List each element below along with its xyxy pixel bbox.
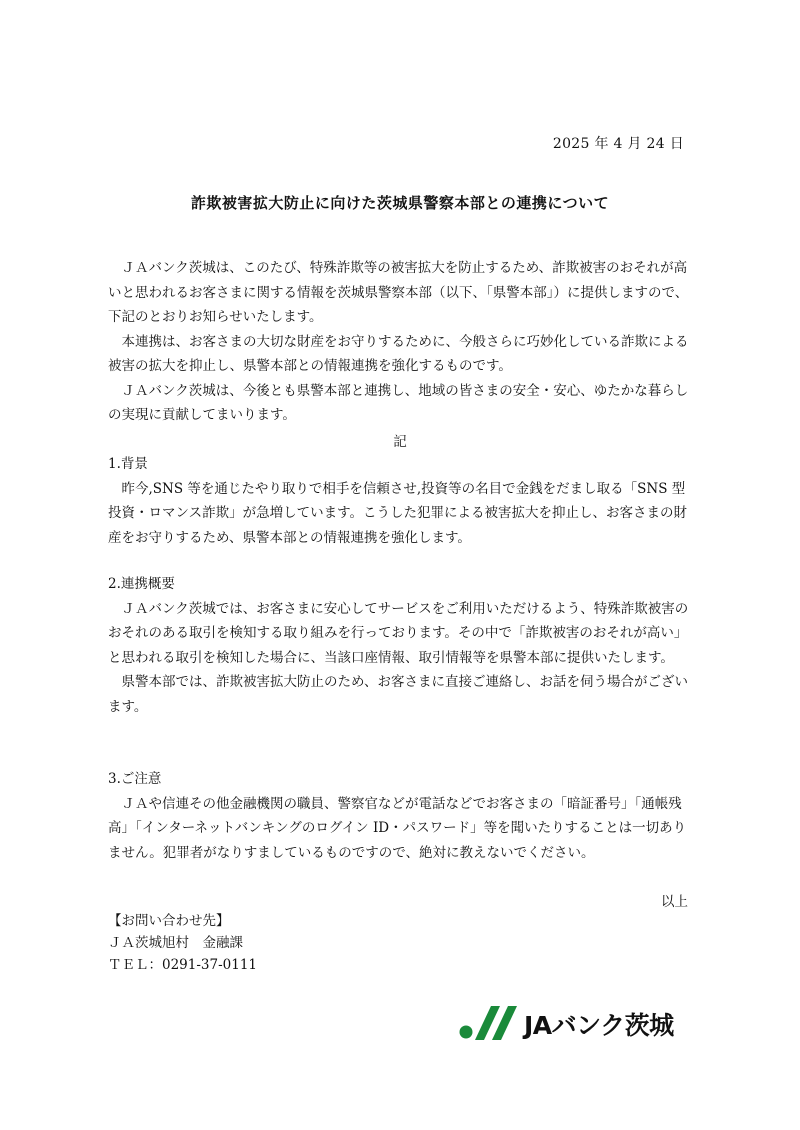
section-heading: 2.連携概要 xyxy=(108,576,175,592)
ja-logo-icon xyxy=(458,1002,520,1046)
section-paragraph: ＪＡバンク茨城では、お客さまに安心してサービスをご利用いただけるよう、特殊詐欺被害のおそれのある取引を検知する取り組みを行っております。その中で「詐欺被害のおそれが高い」と思われる取引を検知した場合に、当該口座情報、取引情報等を県警本部に提供いたします。 xyxy=(108,600,689,666)
section-heading: 3.ご注意 xyxy=(108,771,162,787)
intro-paragraph: 本連携は、お客さまの大切な財産をお守りするために、今般さらに巧妙化している詐欺による被害の拡大を抑止し、県警本部との情報連携を強化するものです。 xyxy=(108,333,689,374)
section-caution xyxy=(108,767,692,865)
ki-heading: 記 xyxy=(393,434,407,450)
section-overview xyxy=(108,572,692,719)
intro-paragraph: ＪＡバンク茨城は、今後とも県警本部と連携し、地域の皆さまの安全・安心、ゆたかな暮らしの実現に貢献してまいります。 xyxy=(108,382,689,423)
intro-paragraph: ＪＡバンク茨城は、このたび、特殊詐欺等の被害拡大を防止するため、詐欺被害のおそれが高いと思われるお客さまに関する情報を茨城県警察本部（以下、「県警本部」）に提供しますので、下記のとおりお知らせいたします。 xyxy=(108,260,689,325)
contact-organization: ＪＡ茨城旭村 金融課 xyxy=(108,935,243,951)
section-paragraph: 県警本部では、詐欺被害拡大防止のため、お客さまに直接ご連絡し、お話を伺う場合がございます。 xyxy=(108,674,688,715)
section-paragraph: 昨今,SNS 等を通じたやり取りで相手を信頼させ,投資等の名目で金銭をだまし取る「SNS 型投資・ロマンス詐欺」が急増しています。こうした犯罪による被害拡大を抑止し、お客さまの財産をお守りするため、県警本部との情報連携を強化します。 xyxy=(108,480,688,546)
section-background xyxy=(108,452,692,550)
document-title: 詐欺被害拡大防止に向けた茨城県警察本部との連携について xyxy=(190,194,610,212)
contact-tel: ＴＥＬ：0291-37-0111 xyxy=(108,957,258,973)
logo-text: JAバンク茨城 xyxy=(524,1011,674,1040)
ja-bank-logo xyxy=(458,1002,674,1046)
closing-mark: 以上 xyxy=(661,894,688,910)
section-paragraph: ＪＡや信連その他金融機関の職員、警察官などが電話などでお客さまの「暗証番号」「通帳残高」「インターネットバンキングのログイン ID・パスワード」等を聞いたりすることは一切ありません。犯罪者がなりすましているものですので、絶対に教えないでください。 xyxy=(108,795,687,861)
contact-block xyxy=(108,910,257,976)
section-heading: 1.背景 xyxy=(108,456,148,472)
document-date: 2025 年 4 月 24 日 xyxy=(552,136,684,152)
contact-heading: 【お問い合わせ先】 xyxy=(108,913,230,929)
intro-block xyxy=(108,256,692,428)
